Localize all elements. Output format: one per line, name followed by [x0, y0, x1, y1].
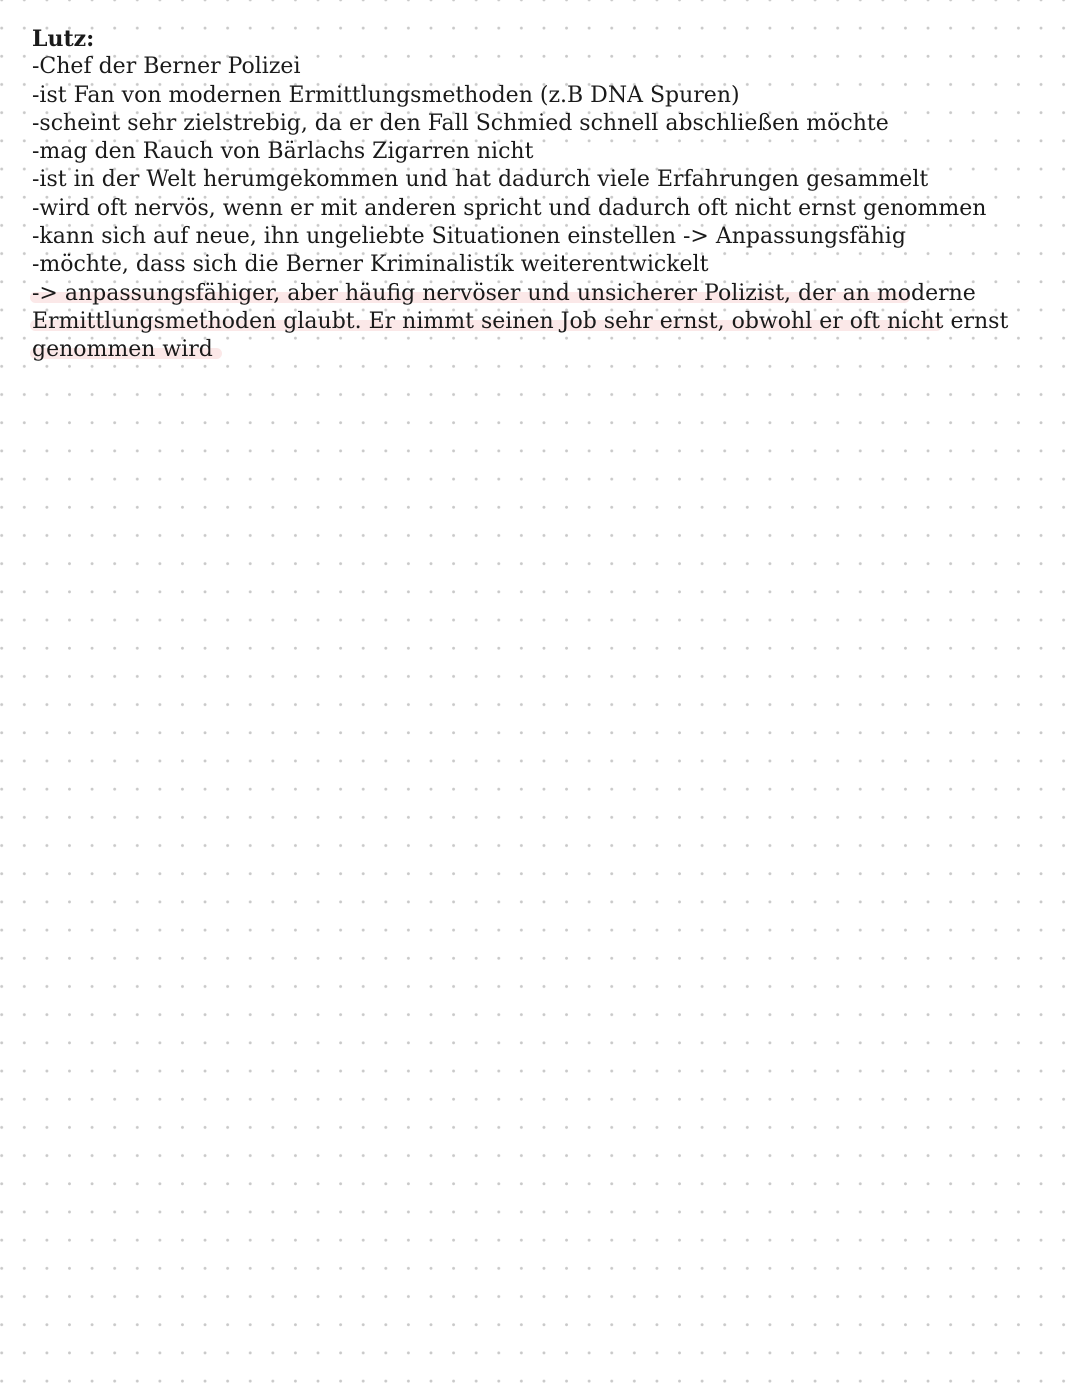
- summary-line: genommen wird: [32, 337, 213, 363]
- summary-line: Ermittlungsmethoden glaubt. Er nimmt seinen Job sehr ernst, obwohl er oft nicht ernst: [32, 308, 1009, 334]
- note-line: -möchte, dass sich die Berner Kriminalistik weiterentwickelt: [32, 252, 709, 278]
- note-page: [32, 25, 1052, 365]
- note-line: -kann sich auf neue, ihn ungeliebte Situationen einstellen -> Anpassungsfähig: [32, 224, 906, 250]
- note-line: -mag den Rauch von Bärlachs Zigarren nicht: [32, 139, 534, 165]
- note-line: -wird oft nervös, wenn er mit anderen spricht und dadurch oft nicht ernst genommen: [32, 195, 987, 221]
- note-line: -scheint sehr zielstrebig, da er den Fall Schmied schnell abschließen möchte: [32, 110, 889, 136]
- note-line: -ist in der Welt herumgekommen und hat dadurch viele Erfahrungen gesammelt: [32, 167, 929, 193]
- note-line: -Chef der Berner Polizei: [32, 54, 301, 80]
- summary-line: -> anpassungsfähiger, aber häufig nervöser und unsicherer Polizist, der an moderne: [32, 280, 976, 306]
- summary-block: [32, 280, 1052, 365]
- note-title: Lutz:: [32, 26, 95, 52]
- note-line: -ist Fan von modernen Ermittlungsmethoden (z.B DNA Spuren): [32, 82, 740, 108]
